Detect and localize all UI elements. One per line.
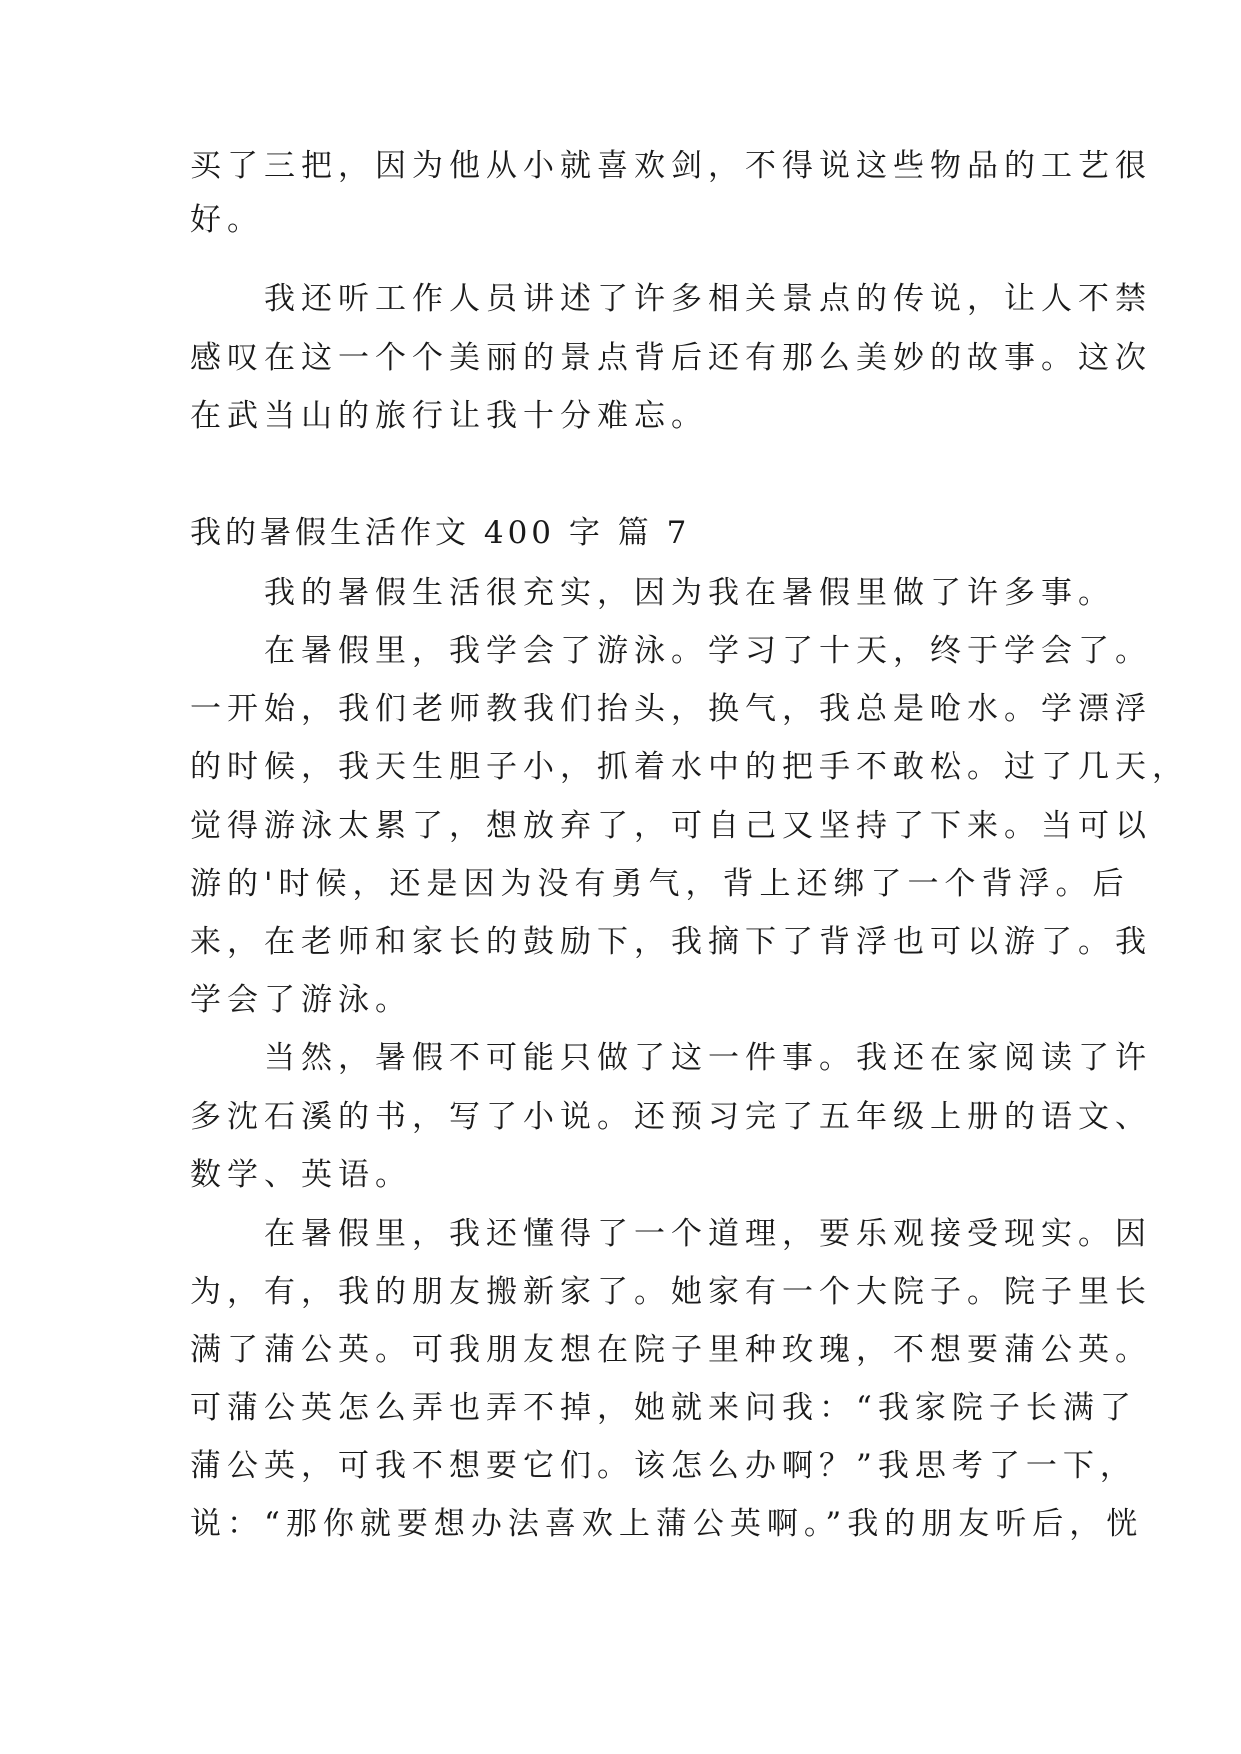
paragraph-line: 在暑假里，我学会了游泳。学习了十天，终于学会了。 <box>190 633 1152 669</box>
paragraph-line: 多沈石溪的书，写了小说。还预习完了五年级上册的语文、 <box>190 1099 1152 1135</box>
paragraph-line: 买了三把，因为他从小就喜欢剑，不得说这些物品的工艺很 <box>190 148 1152 184</box>
paragraph-line: 为，有，我的朋友搬新家了。她家有一个大院子。院子里长 <box>190 1274 1152 1310</box>
paragraph-line: 的时候，我天生胆子小，抓着水中的把手不敢松。过了几天， <box>190 749 1189 785</box>
paragraph-line: 好。 <box>190 202 264 238</box>
paragraph-line: 可蒲公英怎么弄也弄不掉，她就来问我：“我家院子长满了 <box>190 1390 1137 1426</box>
paragraph-line: 我还听工作人员讲述了许多相关景点的传说，让人不禁 <box>190 281 1152 317</box>
paragraph-line: 学会了游泳。 <box>190 982 412 1018</box>
paragraph-line: 说：“那你就要想办法喜欢上蒲公英啊。”我的朋友听后，恍 <box>190 1506 1144 1542</box>
paragraph-line: 游的'时候，还是因为没有勇气，背上还绑了一个背浮。后 <box>190 866 1130 902</box>
paragraph-line: 觉得游泳太累了，想放弃了，可自己又坚持了下来。当可以 <box>190 808 1152 844</box>
paragraph-line: 一开始，我们老师教我们抬头，换气，我总是呛水。学漂浮 <box>190 691 1152 727</box>
paragraph-line: 在武当山的旅行让我十分难忘。 <box>190 398 708 434</box>
paragraph-line: 蒲公英，可我不想要它们。该怎么办啊？”我思考了一下， <box>190 1448 1137 1484</box>
section-heading: 我的暑假生活作文 400 字 篇 7 <box>190 515 691 551</box>
paragraph-line: 感叹在这一个个美丽的景点背后还有那么美妙的故事。这次 <box>190 340 1152 376</box>
paragraph-line: 满了蒲公英。可我朋友想在院子里种玫瑰，不想要蒲公英。 <box>190 1332 1152 1368</box>
paragraph-line: 数学、英语。 <box>190 1157 412 1193</box>
paragraph-line: 当然，暑假不可能只做了这一件事。我还在家阅读了许 <box>190 1040 1152 1076</box>
paragraph-line: 在暑假里，我还懂得了一个道理，要乐观接受现实。因 <box>190 1216 1152 1252</box>
paragraph-line: 我的暑假生活很充实，因为我在暑假里做了许多事。 <box>190 575 1115 611</box>
paragraph-line: 来，在老师和家长的鼓励下，我摘下了背浮也可以游了。我 <box>190 924 1152 960</box>
